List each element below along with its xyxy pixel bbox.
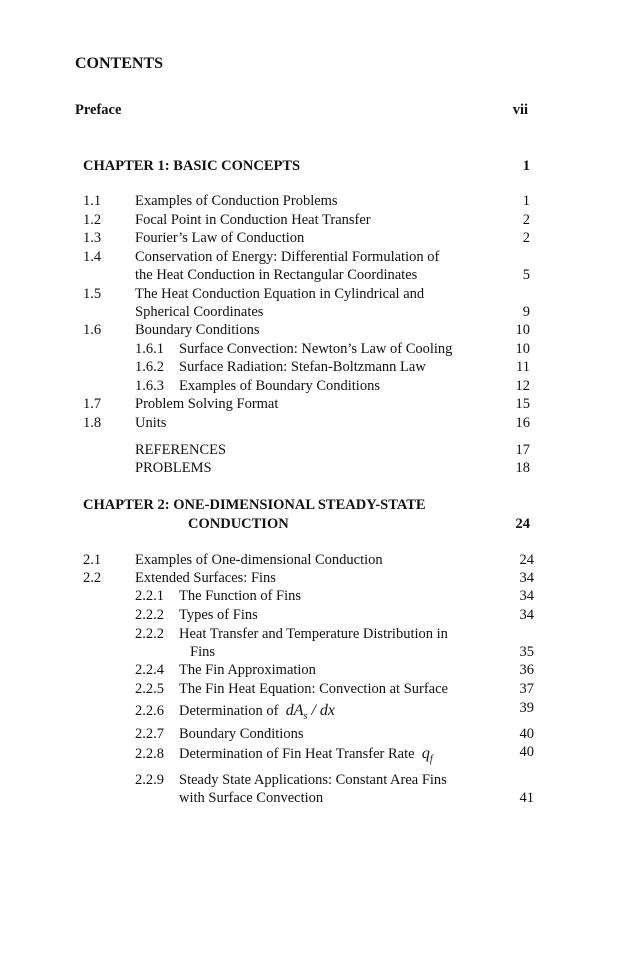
entry-number: 1.1 — [83, 193, 102, 209]
entry-text: Extended Surfaces: Fins — [135, 570, 276, 586]
entry-text-label: Determination of — [179, 703, 279, 719]
entry-text-label: Determination of Fin Heat Transfer Rate — [179, 746, 415, 762]
entry-page: 34 — [519, 588, 534, 604]
math-dA: dA — [285, 702, 304, 719]
entry-number: 2.2.4 — [135, 662, 164, 678]
entry-page: 18 — [515, 460, 530, 476]
entry-number: 1.8 — [83, 415, 102, 431]
entry-page: 2 — [522, 212, 530, 228]
math-tail: / dx — [307, 702, 335, 719]
contents-heading: CONTENTS — [75, 55, 164, 72]
chapter1-page: 1 — [522, 158, 530, 174]
entry-page: 12 — [515, 378, 530, 394]
entry-number: 1.7 — [83, 396, 102, 412]
entry-text-continued: Fins — [190, 644, 215, 660]
entry-text-continued: the Heat Conduction in Rectangular Coordinates — [135, 267, 418, 283]
entry-text: The Heat Conduction Equation in Cylindrical and — [135, 286, 425, 302]
entry-page: 1 — [522, 193, 530, 209]
math-q: q — [421, 745, 430, 762]
math-subscript: s — [303, 711, 308, 722]
entry-text: The Function of Fins — [179, 588, 302, 604]
entry-text: Conservation of Energy: Differential Formulation of — [135, 249, 440, 265]
entry-page: 34 — [519, 570, 534, 586]
entry-page: 11 — [516, 359, 530, 375]
entry-text: Examples of Boundary Conditions — [179, 378, 380, 394]
entry-page: 17 — [515, 442, 530, 458]
entry-text: REFERENCES — [135, 442, 227, 458]
entry-number: 2.2.9 — [135, 772, 164, 788]
entry-number: 2.1 — [83, 552, 102, 568]
preface-title: Preface — [75, 102, 122, 118]
entry-page: 34 — [519, 607, 534, 623]
entry-text: Surface Convection: Newton’s Law of Cooling — [179, 341, 453, 357]
entry-text — [179, 702, 335, 722]
entry-page: 39 — [519, 700, 534, 716]
entry-number: 1.4 — [83, 249, 102, 265]
entry-number: 1.2 — [83, 212, 102, 228]
entry-page: 41 — [519, 790, 534, 806]
entry-text: Examples of Conduction Problems — [135, 193, 338, 209]
entry-page: 10 — [515, 322, 530, 338]
entry-page: 37 — [519, 681, 534, 697]
chapter2-page: 24 — [515, 516, 530, 532]
entry-number: 2.2.8 — [135, 746, 164, 762]
entry-number: 1.5 — [83, 286, 102, 302]
entry-text: Units — [135, 415, 167, 431]
entry-text: Types of Fins — [179, 607, 258, 623]
entry-text: Problem Solving Format — [135, 396, 279, 412]
preface-page: vii — [512, 102, 528, 118]
entry-page: 24 — [519, 552, 534, 568]
entry-number: 2.2.7 — [135, 726, 164, 742]
entry-number: 1.6.2 — [135, 359, 164, 375]
entry-text: Steady State Applications: Constant Area Fins — [179, 772, 447, 788]
entry-text: Fourier’s Law of Conduction — [135, 230, 305, 246]
entry-page: 16 — [515, 415, 530, 431]
entry-text: Surface Radiation: Stefan-Boltzmann Law — [179, 359, 426, 375]
entry-page: 15 — [515, 396, 530, 412]
entry-page: 40 — [519, 744, 534, 760]
entry-page: 9 — [522, 304, 530, 320]
entry-number: 2.2.1 — [135, 588, 164, 604]
entry-text: Boundary Conditions — [135, 322, 260, 338]
entry-number: 1.3 — [83, 230, 102, 246]
entry-number: 2.2.6 — [135, 703, 164, 719]
entry-page: 36 — [519, 662, 534, 678]
chapter2-title: CHAPTER 2: ONE-DIMENSIONAL STEADY-STATE — [83, 497, 426, 513]
entry-text-continued: Spherical Coordinates — [135, 304, 264, 320]
entry-number: 1.6.1 — [135, 341, 164, 357]
entry-text: Heat Transfer and Temperature Distribution in — [179, 626, 448, 642]
entry-text — [179, 745, 433, 765]
entry-text: The Fin Approximation — [179, 662, 316, 678]
entry-number: 1.6 — [83, 322, 102, 338]
entry-page: 5 — [522, 267, 530, 283]
entry-page: 35 — [519, 644, 534, 660]
entry-number: 2.2 — [83, 570, 102, 586]
entry-page: 2 — [522, 230, 530, 246]
entry-number: 2.2.2 — [135, 607, 164, 623]
entry-text: Focal Point in Conduction Heat Transfer — [135, 212, 371, 228]
entry-text: The Fin Heat Equation: Convection at Surface — [179, 681, 448, 697]
entry-text: PROBLEMS — [135, 460, 212, 476]
entry-number: 2.2.5 — [135, 681, 164, 697]
entry-number: 1.6.3 — [135, 378, 164, 394]
entry-number: 2.2.2 — [135, 626, 164, 642]
entry-text: Examples of One-dimensional Conduction — [135, 552, 383, 568]
chapter2-title-continued: CONDUCTION — [188, 516, 289, 532]
entry-text: Boundary Conditions — [179, 726, 304, 742]
entry-page: 40 — [519, 726, 534, 742]
entry-page: 10 — [515, 341, 530, 357]
entry-text-continued: with Surface Convection — [179, 790, 324, 806]
chapter1-title: CHAPTER 1: BASIC CONCEPTS — [83, 158, 301, 174]
math-subscript: f — [429, 754, 433, 765]
